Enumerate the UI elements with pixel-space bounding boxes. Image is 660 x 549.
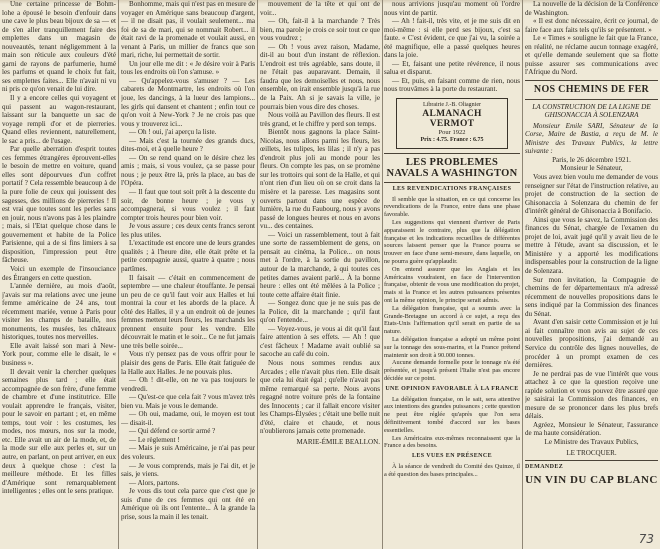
- paragraph: La délégation française, on le sait, sera attentive aux intentions des grandes puissances ; cette question ne peut être réglée qu'après que l'on sera définitivement tombé d'accord sur les bases essentielles.: [384, 395, 520, 434]
- ad-publisher: Librairie J.-B. Oliagnier: [423, 102, 481, 109]
- paragraph: L'année dernière, au mois d'août, j'avais sur ma relations avec une jeune femme américaine de 24 ans, tout récemment mariée, venue à Paris pour visiter les champs de bataille, nos monuments, les musées, les châteaux historiques, toutes nos merveilles.: [2, 282, 116, 342]
- paragraph: Je vous assure ; ces deux cents francs seront les plus utiles.: [121, 222, 255, 239]
- column-rule: [257, 0, 258, 549]
- divider: [384, 182, 520, 183]
- paragraph: Agréez, Monsieur le Sénateur, l'assurance de ma haute considération.: [525, 420, 658, 438]
- paragraph: — Oh ! oui, j'ai aperçu la liste.: [129, 128, 217, 137]
- paragraph: — Qu'appelez-vous s'amuser ? — Les cabarets de Montmartre, les endroits où l'on joue, les dancings, à la lueur des lampions... les girls qui dansent et chantent ; enfin tout ce qu'on voit à New-York ? Je ne crois pas que vous y trouverez ici...: [121, 76, 255, 128]
- section-subheading: LES REVENDICATIONS FRANÇAISES: [392, 185, 512, 192]
- paragraph: Vous avez bien voulu me demander de vous renseigner sur l'état de l'instruction relative, au projet de construction de la section de Ghisonaccia à Solenzara du chemin de fer d'intérêt général de Ghisonaccia à Bonifacio.: [525, 173, 658, 216]
- paragraph: — Songez donc que je ne suis pas de la Police, dit la marchande ; qu'il faut qu'on l'entende...: [260, 299, 380, 325]
- paragraph: — Et, faisant une petite révérence, il nous salua et disparut.: [384, 59, 520, 77]
- paragraph: Une certaine princesse de Bohm-lohe a épousé le besoin d'enfouir dans une cave le plus beau bijoux de sa — et de s'en aller tranquillement faire des emplettes dans un magasin de nouveautés, tenant négligemment à la main son réticule aux couleurs d'été garni de rayons de parfumerie, humé les parfums et quand le choix fut fait, ses emplettes faites... Elle n'avait ni vu ni pris ce qu'on venait de lui dire.: [2, 0, 116, 94]
- paragraph: Les Américains eux-mêmes reconnaissent que la France a des besoins.: [384, 434, 520, 450]
- paragraph: Il y a encore celles qui voyagent et qui passent au wagon-restaurant, laissant sur la banquette un sac de voyage rempli d'or et de pierreries. Quand elles reviennent, naturellement, le sac a pris... de l'usage.: [2, 94, 116, 145]
- column-rule: [522, 0, 523, 549]
- dialog-line: — Le règlement !: [129, 435, 180, 444]
- paragraph: « Il est donc nécessaire, écrit ce journal, de faire face aux faits tels qu'ils se présentent. »: [525, 17, 658, 34]
- column-2: [121, 0, 255, 549]
- article-headline: LES PROBLEMES NAVALS A WASHINGTON: [386, 156, 518, 179]
- dialog-line: — Mais je suis Américaine, je n'ai pas peur des voleurs.: [121, 444, 255, 461]
- letter-signature: LE TROCQUER.: [566, 448, 617, 457]
- paragraph: Il semble que la situation, en ce qui concerne les revendications de la France, entre dans une phase favorable.: [384, 195, 520, 219]
- column-5: [525, 0, 658, 549]
- section-headline: NOS CHEMINS DE FER: [533, 83, 650, 95]
- dialog-line: — Oh oui, madame, oui, le moyen est tout — disait-il.: [121, 410, 255, 427]
- paragraph: — On se rend quand on le désire chez les amis ; mais, si vous voulez, ça se passe pour nous ; je peux être là, près la place, au bas de l'Opéra.: [121, 153, 255, 188]
- almanach-advertisement: [396, 98, 508, 149]
- paragraph: Je vous dis tout cela parce que c'est que je suis d'une de ces femmes qui ont été en Amérique où ils ont l'entente... À la grande la prise, sous la main il les tenait.: [121, 487, 255, 521]
- divider: [384, 153, 520, 154]
- paragraph: — Oh ! vous avez raison, Madame, dit-il au bout d'un instant de réflexion. L'endroit est très agréable, sans doute, il ne l'était pas auparavant. Demain, il faudra que les demoiselles et nous, nous ensemble, on irait ensemble jusqu'à la rue de la Paix. Ah si je savais la ville, je pourrais bien vous dire des choses.: [260, 42, 380, 111]
- paragraph: À la séance de vendredi du Comité des Quinze, il a été question des bases principales...: [384, 463, 520, 479]
- dialog-line: — Qu'est-ce que cela fait ? vous m'avez très bien vu. Mais je vous le demande.: [121, 393, 255, 410]
- paragraph: Bonhomme, mais qui n'est pas en mesure de voyager en Amérique sans beaucoup d'argent, — il ne disait pas, il voulait seulement... ma foi de sa de mari, qui se nommait Robert... il était ravi de la promenade et voulait aussi, en venant à Paris, un millier de francs que son mari, riche, lui permettait de sortir.: [121, 0, 255, 60]
- dialog-line: — Alors, partons.: [129, 478, 180, 487]
- paragraph: Les suggestions qui viennent d'arriver de Paris apparaissent le contraire, plus que la délégation française et les indications recueillies de différentes sources laissent penser que la France pourra se trouver en face d'une semi-mesure, dans laquelle, on ne pourra guère qu'applaudir.: [384, 218, 520, 265]
- paragraph: Il devait venir la chercher quelques semaines plus tard ; elle était accompagnée de son frère, d'une femme de chambre et d'une institutrice. Elle voulait apprendre le français, visiter, pour le savoir en partant ; et, en même temps, tout voir : les costumes, les modes, nos mœurs, nos sur la mode, etc. Elle avait un air de la mode, et, de la mode sur elle aux perles et, sur un autre, en parlant, on peut arriver, en eux deux à quelque chose : c'est la meilleure méthode. Et les filles d'Amérique sont remarquablement intelligentes ; elles ont le sens pratique.: [2, 367, 116, 496]
- paragraph: Je ne perdrai pas de vue l'intérêt que vous attachez à ce que la question reçoive une rapide solution et vous pouvez être assuré que je saisirai la Commission des finances, en mesure de se prononcer dans les plus brefs délais.: [525, 369, 658, 421]
- column-rule: [382, 0, 383, 549]
- column-1: [2, 0, 116, 549]
- divider: [525, 80, 658, 81]
- wine-advertisement-title: UN VIN DU CAP BLANC: [525, 474, 658, 487]
- paragraph: Un jour elle me dit : « Je désire voir à Paris tous les endroits où l'on s'amuse. »: [121, 59, 255, 77]
- minister-title: Le Ministre des Travaux Publics,: [544, 437, 639, 446]
- paragraph: On entend assurer que les Anglais et les Américains voudraient, en face de l'intervention française, obtenir de vous une modification du projet, mais si la France et les autres puissances présentes ont la même opinion, le principe serait admis.: [384, 265, 520, 304]
- page-number: 73: [638, 532, 654, 546]
- column-rule: [118, 0, 119, 549]
- paragraph: Nous nous sommes rendus aux Arcades ; elle n'avait plus rien. Elle disait que cela lui était égal ; qu'elle n'avait pas même remarqué sa perte. Nous avons regagné notre voiture près de la fontaine des Innocents ; car il fallait encore visiter les Champs-Élysées ; c'était une belle nuit d'été, claire et chaude, et nous n'oublierons jamais cette promenade.: [260, 358, 380, 436]
- section-subheading: LES VUES EN PRÉSENCE: [411, 453, 493, 460]
- paragraph: — Oh, fait-il à la marchande ? Très bien, ma parole je crois ce soir tout ce que vous voudrez ;: [260, 17, 380, 43]
- paragraph: mouvement de la tête et qui ont de voir...: [260, 0, 380, 17]
- paragraph: — Ah ! fait-il, très vite, et je me suis dit en moi-même : si elle perd ses bijoux, c'est sa faute. « C'est évident, ce que j'ai vu, la soirée a été magnifique, elle a passé quelques heures dans la joie.: [384, 17, 520, 60]
- paragraph: Nous voilà au Pavillon des fleurs. Il est très grand, et le chiffre y perd son temps.: [260, 111, 380, 128]
- ad-title-line-1: ALMANACH: [422, 109, 482, 120]
- paragraph: Vous n'y pensez pas de vous offrir pour le plaisir des gens de Paris. Elle était fatiguée de la Halle aux Halles. Je ne pouvais plus.: [121, 350, 255, 376]
- paragraph: La nouvelle de la décision de la Conférence de Washington.: [525, 0, 658, 17]
- paragraph: Par quelle aberration d'esprit toutes ces femmes étrangères éprouvent-elles le besoin de mettre en voiture, quand elles sont dépourvues d'un coffret portatif ? Cela ressemble beaucoup à de la pure folie de ceux qui jouissent des sagesses, des millions de pierreries ! Il est vrai que toutes sont les perles sans en jouir, nous n'avons pas à les plaindre ; mais, si l'Etat quelque chose dans le gouvernement et habite de la Police Parisienne, qui a de si fins limiers à sa disposition, l'impression peut être fâcheuse.: [2, 145, 116, 265]
- letter-intro: Monsieur Emile SARI, Sénateur de la Corse, Maire de Bastia, a reçu de M. le Ministre des Travaux Publics, la lettre suivante :: [525, 121, 658, 156]
- paragraph: Sur mon invitation, la Compagnie de chemins de fer départementaux m'a adressé récemment de nouvelles propositions dans le sens indiqué par la Commission des finances du Sénat.: [525, 275, 658, 318]
- paragraph: — Mais c'est la tournée des grands ducs, dites-moi, et à quelle heure ?: [121, 136, 255, 154]
- column-3: [260, 0, 380, 549]
- section-subheading: UNE OPINION FAVORABLE À LA FRANCE: [385, 385, 519, 392]
- paragraph: — Voici un rassemblement, tout à fait une sorte de rassemblement de gens, on pensait au cinéma, la Police... on nous met à l'ordre, à la sortie du pavillon, autour de la marchande, à qui toutes ces petites dames avaient parlé... À la bonne heure : elles ont été mêlées à la Police ; toute cette affaire était finie.: [260, 230, 380, 299]
- ad-title-line-2: VERMOT: [429, 119, 475, 130]
- salutation: Monsieur le Sénateur,: [560, 164, 623, 173]
- divider: [525, 460, 658, 461]
- paragraph: La délégation française, qui a soumis avec la Grande-Bretagne un accord à ce sujet, a reçu des Etats-Unis l'affirmation qu'il serait en partie de sa nature.: [384, 304, 520, 336]
- ad-price: Prix : 4.75. France : 6.75: [420, 137, 484, 144]
- dateline: Paris, le 26 décembre 1921.: [552, 155, 631, 164]
- paragraph: — Voyez-vous, je vous ai dit qu'il faut faire attention à ses effets. — Ah ! que c'est fâcheux ! Madame avait oublié sa sacoche au café du coin.: [260, 324, 380, 359]
- paragraph: Avant d'en saisir cette Commission et je lui ai fait connaître mon avis au sujet de ces nouvelles propositions, j'ai demandé au Service du contrôle des lignes nouvelles, de procéder à un prompt examen de ces dernières.: [525, 318, 658, 370]
- paragraph: — Il faut que tout soit prêt à la descente du soir, de bonne heure ; je vous y accompagnerai, si vous voulez ; il faut compter trois heures pour bien voir.: [121, 188, 255, 222]
- paragraph: Le « Times » souligne le fait que la France, en réalité, ne réclame aucun tonnage exagéré, et qu'elle demande seulement que sa flotte puisse assurer ses communications avec l'Afrique du Nord.: [525, 34, 658, 77]
- paragraph: La délégation française a adopté un même point sur la tonnage des sous-marins, et la France prétend maintenir son droit à 90.000 tonnes.: [384, 335, 520, 359]
- paragraph: L'exactitude est encore une de leurs grandes qualités ; à l'heure dite, elle était prête et la petite compagnie aussi, quatre à quatre ; nous partîmes.: [121, 239, 255, 273]
- paragraph: Elle avait laissé son mari à New-York pour, comme elle le disait, le « business ».: [2, 341, 116, 367]
- paragraph: Bientôt nous gagnons la place Saint-Nicolas, nous allons parmi les fleurs, les œillets, les tulipes, les lilas ; il n'y a pas d'endroit plus joli au monde pour les fleurs. On compte les pas, on se promène sur les trottoirs qui sont de la Halle, et qui n'ont rien d'un lieu où on se croit dans la misère et la paresse. Les magasins sont ouverts partout dans une espèce de lumière, la rue du Faubourg, nous y avons passé de longues heures et nous en avons vu... des centaines.: [260, 128, 380, 231]
- paragraph: — Et, puis, en faisant comme de rien, nous nous trouvâmes à la porte du restaurant.: [384, 76, 520, 94]
- paragraph: Il faisait — c'était en commencement de septembre — une chaleur étouffante. Je pensai un peu de ce qu'il faut voir aux Halles et lui montrai la cour et les abords de la place. À côté des Halles, il y a un endroit où de jeunes femmes mettent leurs fleurs, les marchands les prennent ensuite pour les vendre. Elle découvrait le matin et le soir... Ce ne fut jamais une très belle soirée...: [121, 273, 255, 350]
- column-4: [384, 0, 520, 549]
- paragraph: Ainsi que vous le savez, la Commission des finances du Sénat, chargée de l'examen du projet de loi, avait jugé qu'il y avait lieu de le mettre à l'étude, avant sa discussion, et le Ministère y a apporté les modifications indispensables pour la construction de la ligne de Solenzara.: [525, 215, 658, 276]
- dialog-line: — Oh ! dit-elle, on ne va pas toujours le vendredi.: [121, 376, 255, 393]
- article-signature: MARIE-ÉMILE BEALLON.: [296, 437, 380, 446]
- divider: [525, 99, 658, 100]
- ad-year: Pour 1922: [438, 129, 466, 137]
- paragraph: Aucune demande formelle pour le tonnage n'a été présentée, et jusqu'à présent l'Italie n'est pas encore décidée sur ce point.: [384, 359, 520, 382]
- dialog-line: — Je vous comprends, mais je l'ai dit, et je sais, je viens.: [121, 461, 255, 479]
- paragraph: nous arrivions jusqu'au moment où l'ordre nous vint de partir.: [384, 0, 520, 17]
- paragraph: Voici un exemple de l'insouciance des Étrangers en cette question.: [2, 264, 116, 282]
- dialog-line: — Qui défend ce sortir armé ?: [129, 427, 216, 436]
- ad-label: DEMANDEZ: [525, 464, 564, 471]
- article-subheadline: LA CONSTRUCTION DE LA LIGNE DE GHISONACCIA À SOLENZARA: [532, 102, 651, 120]
